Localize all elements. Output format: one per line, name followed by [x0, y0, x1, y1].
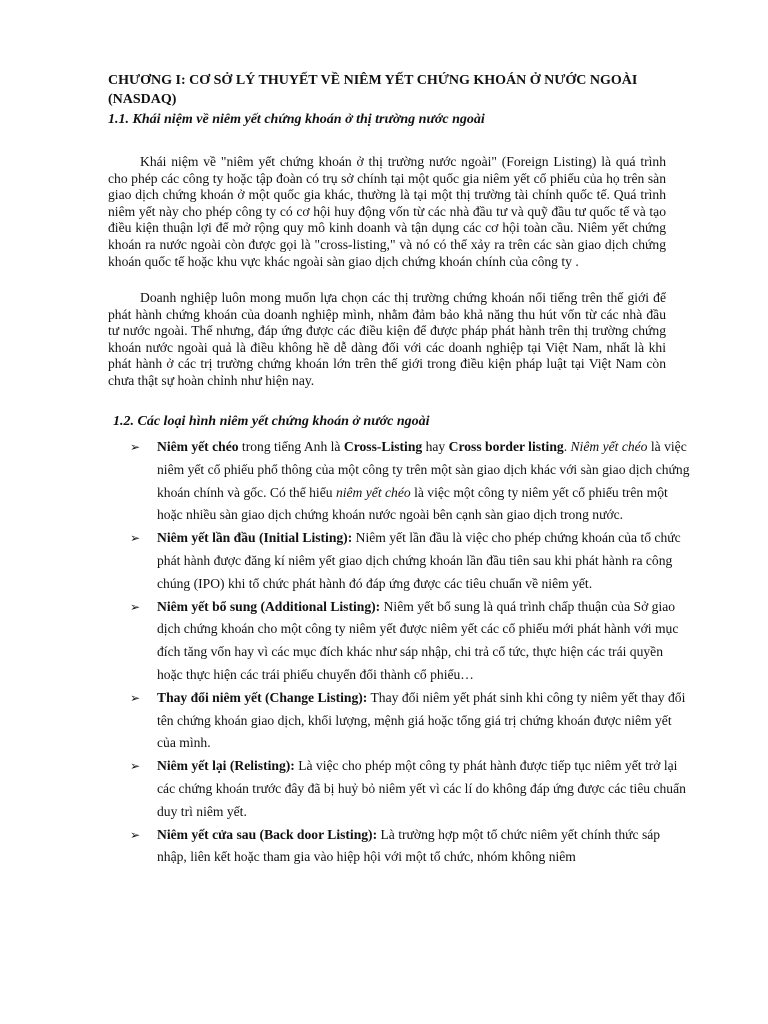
- list-item: [130, 596, 690, 687]
- section-2-title: 1.2. Các loại hình niêm yết chứng khoán ở nước ngoài: [113, 414, 430, 429]
- arrow-bullet-icon: ➢: [130, 827, 141, 842]
- bullet-term-english: Cross border listing: [448, 439, 564, 454]
- section-1-title: 1.1. Khái niệm về niêm yết chứng khoán ở thị trường nước ngoài: [108, 112, 485, 127]
- list-item: [130, 687, 690, 755]
- bullet-term-english: Cross-Listing: [343, 439, 423, 454]
- list-item: [130, 824, 690, 870]
- section-1-paragraph-2: Doanh nghiệp luôn mong muốn lựa chọn các thị trường chứng khoán nổi tiếng trên thế giới để phát hành chứng khoán của doanh nghiệp mình, nhằm đảm bảo khả năng thu hút vốn từ các nhà đầu tư nước ngoài. Thế nhưng, đáp ứng được các điều kiện để được pháp phát hành trên thị trường chứng khoán nước ngoài quả là điều không hề dễ dàng đối với các doanh nghiệp tại Việt Nam, nhất là khi phát hành ở các trị trường chứng khoán lớn trên thế giới trong điều kiện pháp luật tại Việt Nam còn chưa thật sự hoàn chỉnh như hiện nay.: [108, 290, 666, 388]
- bullet-term: Niêm yết lại (Relisting):: [157, 758, 295, 774]
- bullet-text: trong tiếng Anh là: [238, 439, 344, 454]
- arrow-bullet-icon: ➢: [130, 759, 141, 774]
- bullet-text: Là trường hợp một tổ chức niêm yết chính thức sáp nhập, liên kết hoặc tham gia vào hiệp hội với một tổ chức, nhóm không niêm: [157, 826, 661, 865]
- listing-types-list: [130, 436, 690, 869]
- bullet-term: Niêm yết cửa sau (Back door Listing):: [157, 826, 378, 842]
- arrow-bullet-icon: ➢: [130, 690, 141, 705]
- chapter-title: CHƯƠNG I: CƠ SỞ LÝ THUYẾT VỀ NIÊM YẾT CHỨNG KHOÁN Ở NƯỚC NGOÀI (NASDAQ): [108, 73, 638, 107]
- bullet-text: hay: [422, 439, 449, 454]
- bullet-term: Niêm yết lần đầu (Initial Listing):: [157, 530, 353, 546]
- bullet-text: .: [563, 439, 571, 454]
- bullet-term: Niêm yết chéo: [157, 439, 239, 454]
- bullet-text: là việc niêm yết cổ phiếu phổ thông của một công ty trên một sàn giao dịch khác với sàn giao dịch chứng khoán chính và gốc. Có thể hiểu: [157, 439, 690, 500]
- arrow-bullet-icon: ➢: [130, 440, 141, 454]
- arrow-bullet-icon: ➢: [130, 531, 141, 546]
- bullet-term: Niêm yết bổ sung (Additional Listing):: [157, 598, 381, 614]
- bullet-text: Thay đổi niêm yết phát sinh khi công ty niêm yết thay đổi tên chứng khoán giao dịch, khối lượng, mệnh giá hoặc tổng giá trị chứng khoán được niêm yết của mình.: [157, 689, 686, 751]
- bullet-emphasis: niêm yết chéo: [335, 484, 411, 500]
- section-1-paragraph-1: Khái niệm về "niêm yết chứng khoán ở thị trường nước ngoài" (Foreign Listing) là quá trình cho phép các công ty hoặc tập đoàn có trụ sở chính tại một quốc gia niêm yết cổ phiếu của họ trên sàn giao dịch chứng khoán ở một quốc gia khác, thường là tại một thị trường tài chính quốc tế. Quá trình niêm yết này cho phép công ty có cơ hội huy động vốn từ các nhà đầu tư và quỹ đầu tư quốc tế và tạo điều kiện thuận lợi để mở rộng quy mô kinh doanh và tận dụng các cơ hội toàn cầu. Niêm yết chứng khoán ra nước ngoài còn được gọi là "cross-listing," và nó có thể xảy ra trên các sàn giao dịch chứng khoán quốc tế hoặc khu vực khác ngoài sàn giao dịch chứng khoán chính của công ty .: [108, 154, 666, 269]
- list-item: [130, 527, 690, 595]
- bullet-text: Niêm yết lần đầu là việc cho phép chứng khoán của tổ chức phát hành được đăng kí niêm yết giao dịch chứng khoán lần đầu tiên sau khi phát hành ra công chúng (IPO) khi tổ chức phát hành đó đáp ứng được các tiêu chuẩn về niêm yết.: [157, 530, 681, 591]
- bullet-text: Là việc cho phép một công ty phát hành được tiếp tục niêm yết trở lại các chứng khoán trước đây đã bị huỷ bỏ niêm yết vì các lí do không đáp ứng được các tiêu chuẩn duy trì niêm yết.: [157, 758, 686, 819]
- bullet-text: là việc một công ty niêm yết cổ phiếu trên một hoặc nhiều sàn giao dịch chứng khoán nước ngoài bên cạnh sàn giao dịch trong nước.: [157, 484, 668, 523]
- arrow-bullet-icon: ➢: [130, 599, 141, 614]
- list-item: [130, 755, 690, 823]
- bullet-text: Niêm yết bổ sung là quá trình chấp thuận của Sở giao dịch chứng khoán cho một công ty niêm yết được niêm yết các cổ phiếu mới phát hành với mục đích tăng vốn hay vì các mục đích khác như sáp nhập, chi trả cổ tức, thực hiện các trái quyền hoặc thực hiện các trái phiếu chuyển đổi thành cổ phiếu…: [157, 598, 679, 682]
- bullet-emphasis: Niêm yết chéo: [570, 439, 648, 454]
- list-item: [130, 436, 690, 527]
- bullet-term: Thay đổi niêm yết (Change Listing):: [157, 689, 368, 705]
